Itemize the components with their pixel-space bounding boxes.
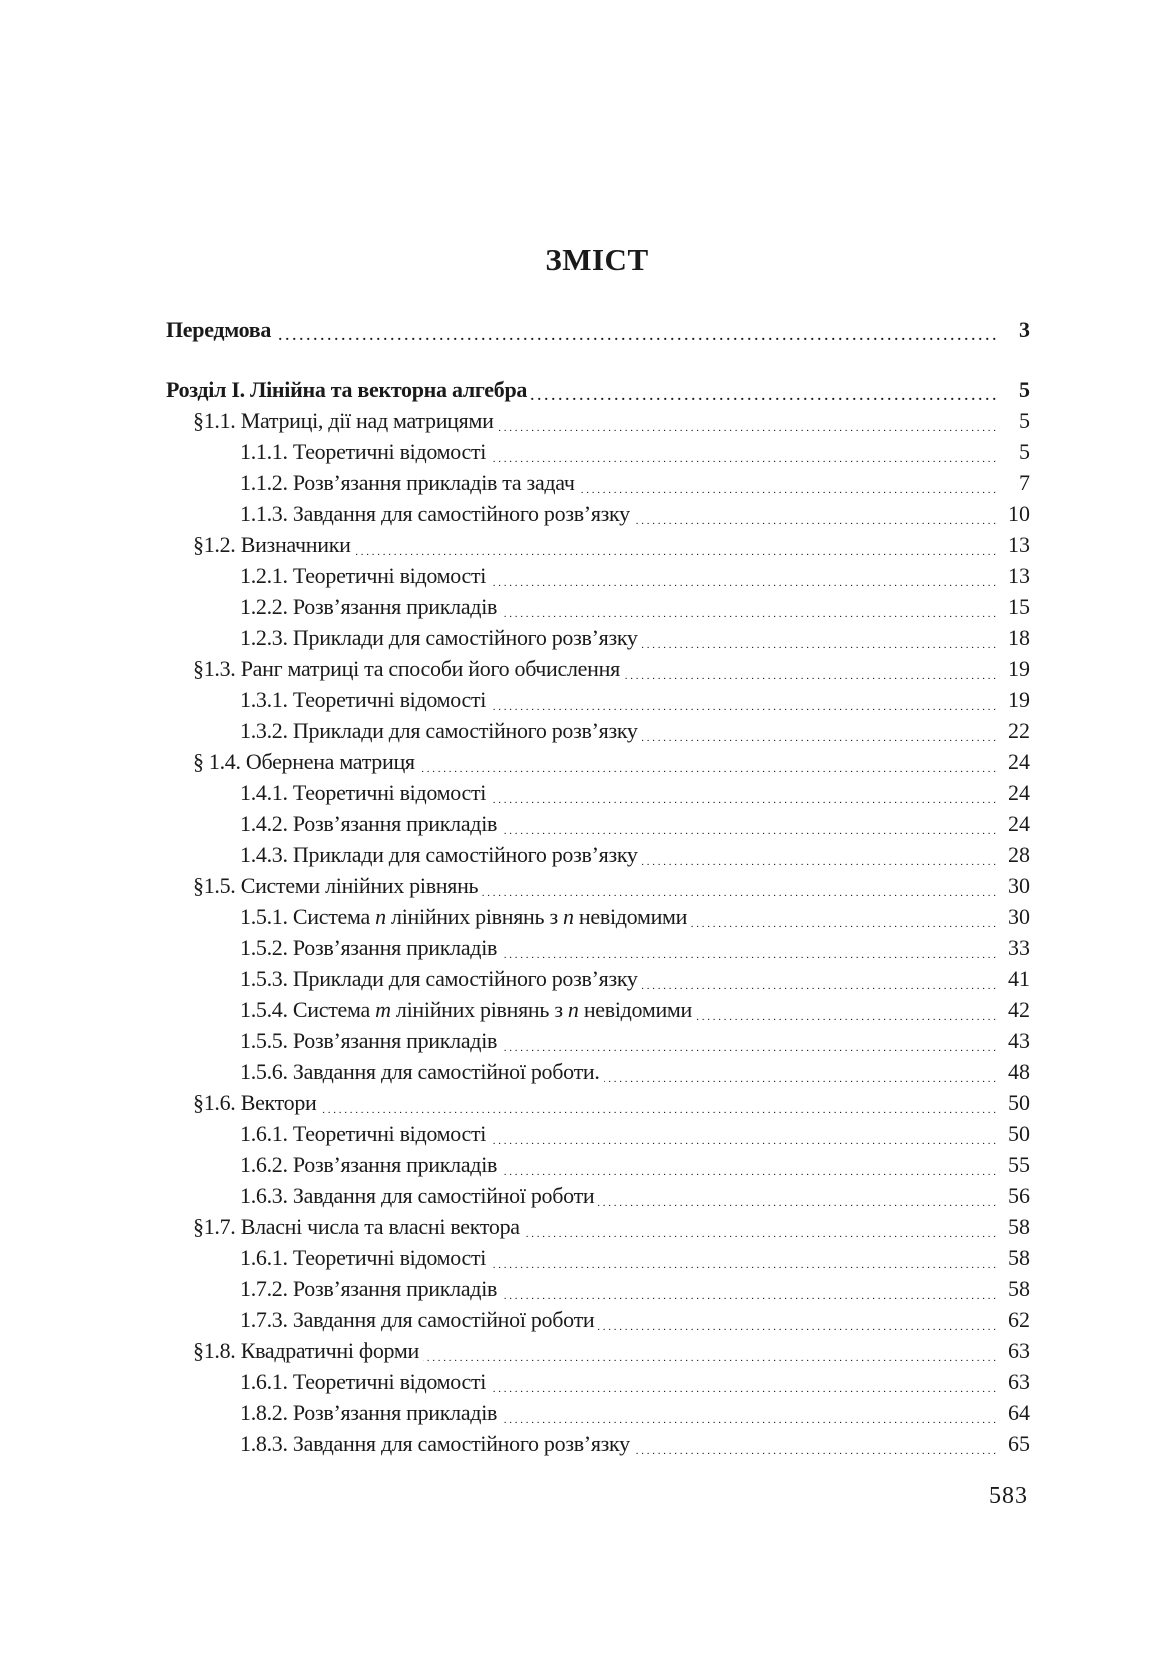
dot-leader xyxy=(642,842,996,868)
dot-leader xyxy=(501,935,996,961)
toc-entry-chapter-1[interactable] xyxy=(166,372,1030,403)
toc-entry-subsection[interactable] xyxy=(166,899,1030,930)
dot-leader xyxy=(642,718,996,744)
dot-leader xyxy=(275,317,996,343)
toc-entry-label: 1.6.1. Теоретичні відомості xyxy=(166,1369,490,1395)
toc-entry-label: §1.6. Вектори xyxy=(166,1090,321,1116)
dot-leader xyxy=(423,1338,996,1364)
toc-entry-section[interactable] xyxy=(166,1333,1030,1364)
toc-entry-page: 10 xyxy=(1008,501,1030,526)
toc-entry-label: 1.8.2. Розв’язання прикладів xyxy=(166,1400,501,1426)
toc-entry-label: 1.8.3. Завдання для самостійного розв’язку xyxy=(166,1431,634,1457)
toc-entry-label: §1.7. Власні числа та власні вектора xyxy=(166,1214,524,1240)
dot-leader xyxy=(524,1214,996,1240)
toc-entry-label: 1.7.2. Розв’язання прикладів xyxy=(166,1276,501,1302)
toc-entry-label: Передмова xyxy=(166,317,275,343)
toc-entry-label: 1.6.2. Розв’язання прикладів xyxy=(166,1152,501,1178)
dot-leader xyxy=(501,594,996,620)
dot-leader xyxy=(598,1183,996,1209)
toc-entry-label: 1.5.6. Завдання для самостійної роботи. xyxy=(166,1059,604,1085)
toc-entry-subsection[interactable] xyxy=(166,1178,1030,1209)
italic-variable: n xyxy=(563,904,574,929)
toc-entry-subsection[interactable] xyxy=(166,992,1030,1023)
toc-entry-page: 24 xyxy=(1008,780,1030,805)
dot-leader xyxy=(490,1369,996,1395)
toc-entry-page: 58 xyxy=(1008,1276,1030,1301)
toc-entry-subsection[interactable] xyxy=(166,713,1030,744)
toc-entry-label: §1.8. Квадратичні форми xyxy=(166,1338,423,1364)
toc-entry-subsection[interactable] xyxy=(166,1054,1030,1085)
toc-entry-label: 1.5.5. Розв’язання прикладів xyxy=(166,1028,501,1054)
toc-entry-subsection[interactable] xyxy=(166,434,1030,465)
toc-entry-page: 50 xyxy=(1008,1121,1030,1146)
toc-entry-label: 1.5.2. Розв’язання прикладів xyxy=(166,935,501,961)
toc-entry-subsection[interactable] xyxy=(166,837,1030,868)
toc-entry-subsection[interactable] xyxy=(166,1364,1030,1395)
toc-entry-page: 13 xyxy=(1008,532,1030,557)
toc-entry-page: 33 xyxy=(1008,935,1030,960)
toc-entry-page: 58 xyxy=(1008,1245,1030,1270)
dot-leader xyxy=(490,687,996,713)
dot-leader xyxy=(696,997,996,1023)
toc-entry-subsection[interactable] xyxy=(166,496,1030,527)
toc-entry-label: 1.6.1. Теоретичні відомості xyxy=(166,1245,490,1271)
dot-leader xyxy=(490,439,996,465)
dot-leader xyxy=(598,1307,996,1333)
dot-leader xyxy=(501,1400,996,1426)
dot-leader xyxy=(642,966,996,992)
toc-entry-page: 50 xyxy=(1008,1090,1030,1115)
toc-entry-label: 1.6.1. Теоретичні відомості xyxy=(166,1121,490,1147)
dot-leader xyxy=(490,563,996,589)
toc-entry-subsection[interactable] xyxy=(166,1426,1030,1457)
dot-leader xyxy=(321,1090,996,1116)
italic-variable: n xyxy=(567,997,579,1022)
toc-entry-page: 30 xyxy=(1008,904,1030,929)
toc-entry-label: 1.5.4. Система m лінійних рівнянь з n невідомими xyxy=(166,997,696,1023)
toc-entry-section[interactable] xyxy=(166,403,1030,434)
toc-entry-section[interactable] xyxy=(166,1085,1030,1116)
toc-entry-preface[interactable] xyxy=(166,312,1030,343)
toc-entry-label: 1.5.3. Приклади для самостійного розв’язку xyxy=(166,966,642,992)
toc-entry-label: 1.6.3. Завдання для самостійної роботи xyxy=(166,1183,598,1209)
toc-entry-page: 24 xyxy=(1008,749,1030,774)
page-number: 583 xyxy=(989,1483,1028,1509)
toc-entry-page: 43 xyxy=(1008,1028,1030,1053)
dot-leader xyxy=(501,1276,996,1302)
toc-entry-label: 1.3.1. Теоретичні відомості xyxy=(166,687,490,713)
toc-entry-page: 19 xyxy=(1008,687,1030,712)
dot-leader xyxy=(501,1152,996,1178)
toc-entry-page: 55 xyxy=(1008,1152,1030,1177)
toc-entry-page: 19 xyxy=(1008,656,1030,681)
toc-entry-section[interactable] xyxy=(166,527,1030,558)
toc-entry-label: 1.2.3. Приклади для самостійного розв’язку xyxy=(166,625,642,651)
toc-entry-section[interactable] xyxy=(166,744,1030,775)
toc-entry-label: Розділ І. Лінійна та векторна алгебра xyxy=(166,377,531,403)
toc-entry-label: §1.5. Системи лінійних рівнянь xyxy=(166,873,482,899)
toc-entry-subsection[interactable] xyxy=(166,1023,1030,1054)
toc-entry-subsection[interactable] xyxy=(166,1116,1030,1147)
toc-entry-label: 1.5.1. Система n лінійних рівнянь з n невідомими xyxy=(166,904,691,930)
toc-entry-subsection[interactable] xyxy=(166,961,1030,992)
toc-entry-page: 30 xyxy=(1008,873,1030,898)
toc-entry-label: 1.4.1. Теоретичні відомості xyxy=(166,780,490,806)
dot-leader xyxy=(501,1028,996,1054)
toc-entry-page: 56 xyxy=(1008,1183,1030,1208)
toc-entry-label: 1.2.2. Розв’язання прикладів xyxy=(166,594,501,620)
toc-entry-label: § 1.4. Обернена матриця xyxy=(166,749,419,775)
dot-leader xyxy=(604,1059,996,1085)
toc-entry-label: 1.7.3. Завдання для самостійної роботи xyxy=(166,1307,598,1333)
toc-entry-label: 1.3.2. Приклади для самостійного розв’язку xyxy=(166,718,642,744)
dot-leader xyxy=(634,501,996,527)
toc-entry-section[interactable] xyxy=(166,868,1030,899)
toc-entry-subsection[interactable] xyxy=(166,1240,1030,1271)
toc-entry-page: 5 xyxy=(1019,377,1030,402)
toc-entry-label: 1.1.1. Теоретичні відомості xyxy=(166,439,490,465)
toc-entry-page: 5 xyxy=(1019,439,1030,464)
toc-entry-label: §1.3. Ранг матриці та способи його обчислення xyxy=(166,656,624,682)
page-title: ЗМІСТ xyxy=(545,242,649,277)
toc-entry-subsection[interactable] xyxy=(166,930,1030,961)
toc-entry-page: 62 xyxy=(1008,1307,1030,1332)
toc-entry-subsection[interactable] xyxy=(166,558,1030,589)
dot-leader xyxy=(490,780,996,806)
dot-leader xyxy=(498,408,996,434)
dot-leader xyxy=(642,625,996,651)
toc-entry-subsection[interactable] xyxy=(166,1147,1030,1178)
dot-leader xyxy=(490,1245,996,1271)
toc-entry-page: 24 xyxy=(1008,811,1030,836)
dot-leader xyxy=(482,873,996,899)
toc-entry-page: 48 xyxy=(1008,1059,1030,1084)
toc-entry-page: 58 xyxy=(1008,1214,1030,1239)
toc-entry-subsection[interactable] xyxy=(166,682,1030,713)
toc-entry-page: 28 xyxy=(1008,842,1030,867)
toc-entry-subsection[interactable] xyxy=(166,589,1030,620)
toc-entry-page: 18 xyxy=(1008,625,1030,650)
dot-leader xyxy=(531,377,996,403)
toc-entry-page: 22 xyxy=(1008,718,1030,743)
toc-entry-page: 7 xyxy=(1019,470,1030,495)
toc-entry-page: 63 xyxy=(1008,1338,1030,1363)
toc-entry-label: 1.1.2. Розв’язання прикладів та задач xyxy=(166,470,579,496)
toc-entry-page: 3 xyxy=(1019,317,1030,342)
toc-entry-label: 1.4.2. Розв’язання прикладів xyxy=(166,811,501,837)
dot-leader xyxy=(579,470,996,496)
toc-entry-label: §1.1. Матриці, дії над матрицями xyxy=(166,408,498,434)
toc-entry-subsection[interactable] xyxy=(166,775,1030,806)
toc-entry-label: §1.2. Визначники xyxy=(166,532,355,558)
toc-entry-page: 63 xyxy=(1008,1369,1030,1394)
toc-entry-page: 65 xyxy=(1008,1431,1030,1456)
toc-entry-label: 1.2.1. Теоретичні відомості xyxy=(166,563,490,589)
toc-entry-page: 15 xyxy=(1008,594,1030,619)
toc-entry-label: 1.4.3. Приклади для самостійного розв’язку xyxy=(166,842,642,868)
dot-leader xyxy=(624,656,996,682)
toc-entry-page: 64 xyxy=(1008,1400,1030,1425)
dot-leader xyxy=(691,904,996,930)
toc-entry-subsection[interactable] xyxy=(166,1395,1030,1426)
italic-variable: n xyxy=(375,904,386,929)
toc-entry-subsection[interactable] xyxy=(166,620,1030,651)
dot-leader xyxy=(490,1121,996,1147)
toc-entry-subsection[interactable] xyxy=(166,465,1030,496)
dot-leader xyxy=(501,811,996,837)
toc-entry-section[interactable] xyxy=(166,1209,1030,1240)
italic-variable: m xyxy=(375,997,391,1022)
toc-entry-subsection[interactable] xyxy=(166,1271,1030,1302)
dot-leader xyxy=(355,532,996,558)
toc-entry-subsection[interactable] xyxy=(166,806,1030,837)
toc-entry-page: 42 xyxy=(1008,997,1030,1022)
toc-entry-page: 41 xyxy=(1008,966,1030,991)
toc-entry-label: 1.1.3. Завдання для самостійного розв’язку xyxy=(166,501,634,527)
dot-leader xyxy=(634,1431,996,1457)
toc-entry-page: 5 xyxy=(1019,408,1030,433)
toc-entry-page: 13 xyxy=(1008,563,1030,588)
toc-entry-subsection[interactable] xyxy=(166,1302,1030,1333)
dot-leader xyxy=(419,749,996,775)
toc-entry-section[interactable] xyxy=(166,651,1030,682)
